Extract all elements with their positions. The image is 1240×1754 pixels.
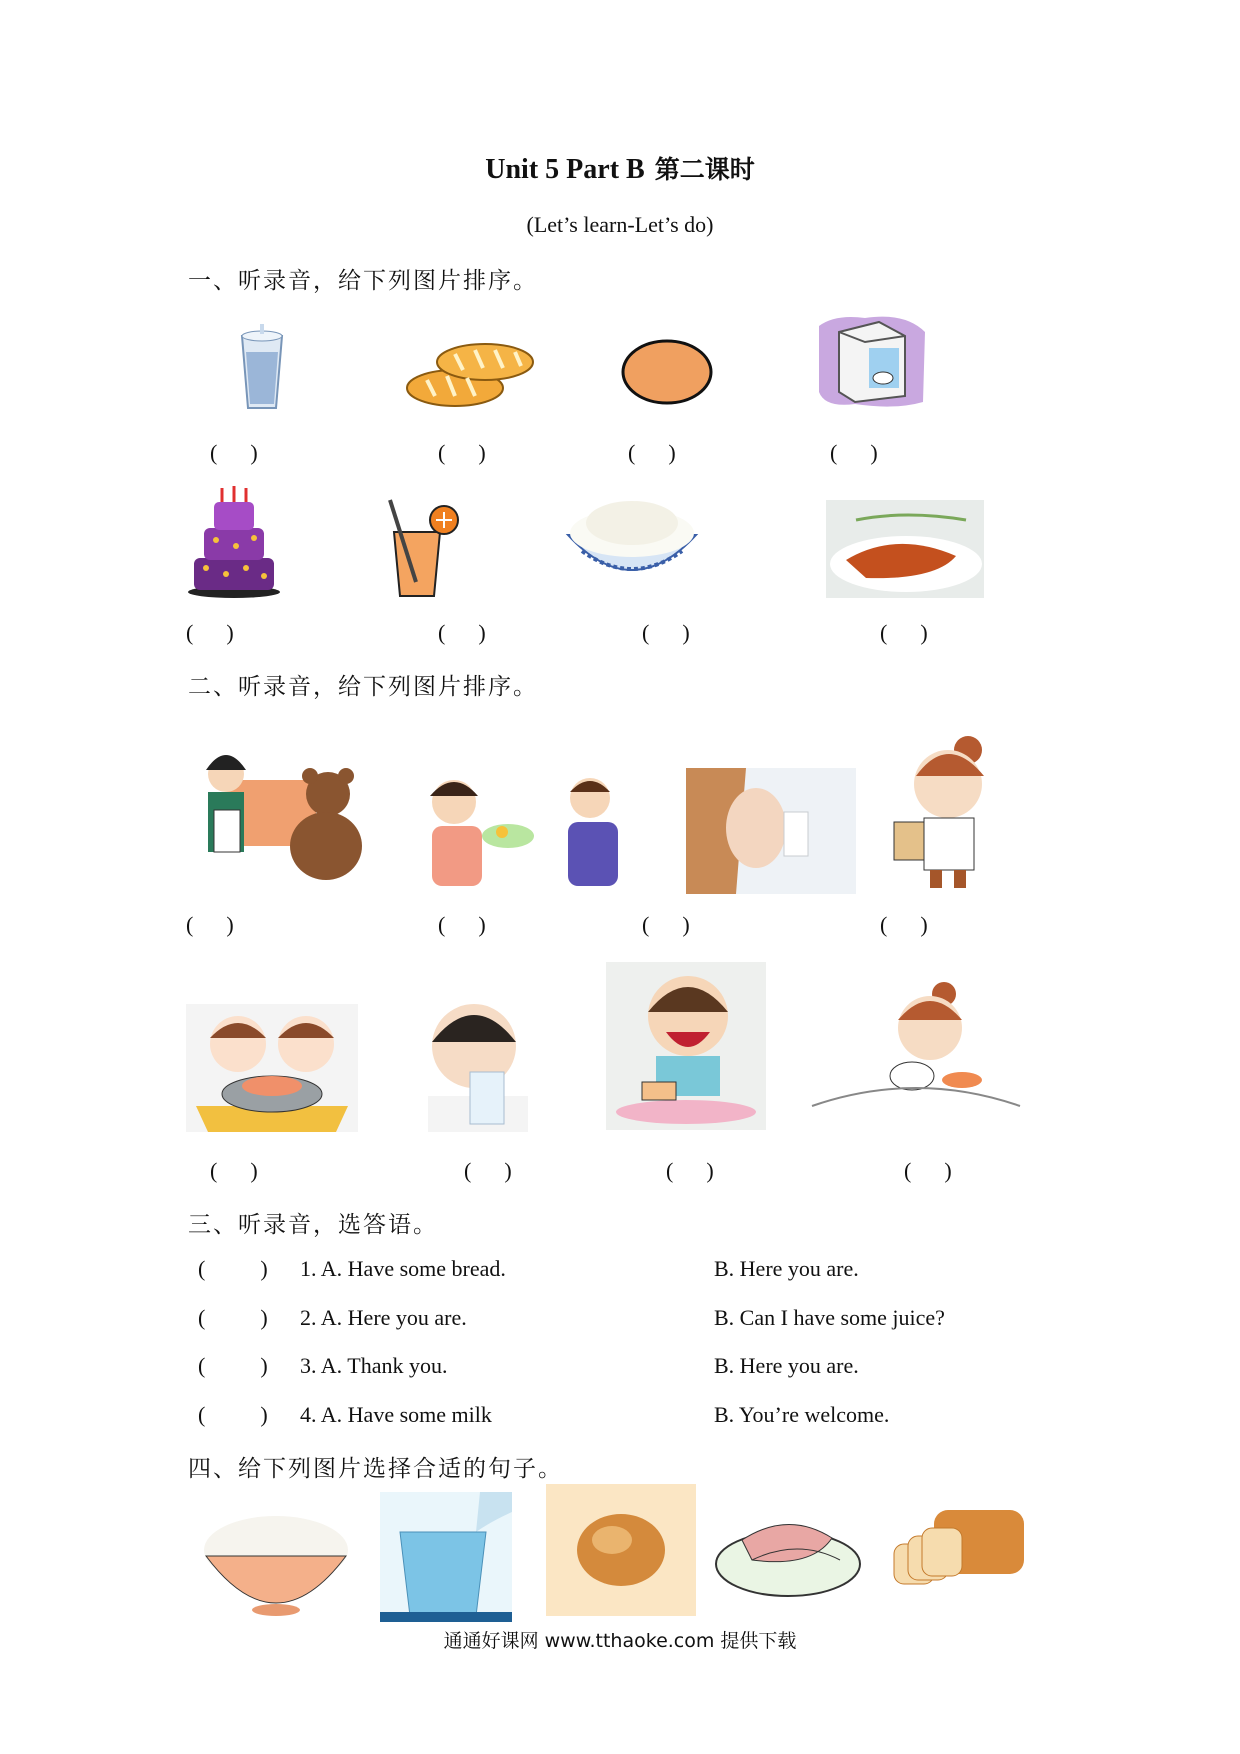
question-3 — [198, 1353, 1098, 1383]
section1-heading: 一、听录音，给下列图片排序。 — [188, 268, 538, 294]
blank-2-2[interactable]: ( ) — [438, 912, 486, 937]
question-3-b: B. Here you are. — [714, 1353, 859, 1378]
blank-1-3[interactable]: ( ) — [628, 440, 676, 465]
blank-2-3[interactable]: ( ) — [642, 912, 690, 937]
answer-blank-2[interactable]: ( ) — [198, 1305, 268, 1330]
cake-icon — [186, 482, 282, 600]
fish-plate-icon — [712, 1490, 864, 1600]
rice-bowl-icon — [562, 495, 702, 589]
blank-1-6[interactable]: ( ) — [438, 620, 486, 645]
answer-blank-4[interactable]: ( ) — [198, 1402, 268, 1427]
question-4-b: B. You’re welcome. — [714, 1402, 890, 1427]
question-3-a: 3. A. Thank you. — [300, 1353, 448, 1378]
fish-dish-icon — [826, 500, 984, 598]
waitress-bear-scene — [186, 740, 368, 888]
blank-2-5[interactable]: ( ) — [210, 1158, 258, 1183]
title-cn: 第二课时 — [654, 155, 755, 184]
egg-icon — [620, 338, 714, 406]
section2-heading: 二、听录音，给下列图片排序。 — [188, 674, 538, 700]
egg-photo-icon — [546, 1484, 696, 1616]
question-2-b: B. Can I have some juice? — [714, 1305, 945, 1330]
blank-1-7[interactable]: ( ) — [642, 620, 690, 645]
girl-eating-rice — [802, 980, 1030, 1110]
question-2-a: 2. A. Here you are. — [300, 1305, 467, 1330]
question-1-a: 1. A. Have some bread. — [300, 1256, 506, 1281]
juice-icon — [370, 496, 460, 602]
girl-eating-cake — [606, 962, 766, 1130]
page-subtitle: (Let’s learn-Let’s do) — [526, 212, 714, 237]
question-1 — [198, 1256, 1098, 1286]
answer-blank-3[interactable]: ( ) — [198, 1353, 268, 1378]
blank-1-1[interactable]: ( ) — [210, 440, 258, 465]
water-pour-icon — [380, 1492, 512, 1622]
section4-heading: 四、给下列图片选择合适的句子。 — [188, 1456, 563, 1482]
blank-1-5[interactable]: ( ) — [186, 620, 234, 645]
milk-carton-icon — [815, 312, 929, 410]
question-1-b: B. Here you are. — [714, 1256, 859, 1281]
blank-1-8[interactable]: ( ) — [880, 620, 928, 645]
blank-1-2[interactable]: ( ) — [438, 440, 486, 465]
blank-2-6[interactable]: ( ) — [464, 1158, 512, 1183]
water-glass-icon — [238, 322, 286, 412]
blank-1-4[interactable]: ( ) — [830, 440, 878, 465]
sliced-bread-icon — [884, 1500, 1034, 1598]
question-4-a: 4. A. Have some milk — [300, 1402, 492, 1427]
blank-2-1[interactable]: ( ) — [186, 912, 234, 937]
girl-eating-bread — [888, 732, 1004, 890]
boy-drinking-water — [408, 992, 548, 1132]
blank-2-4[interactable]: ( ) — [880, 912, 928, 937]
section3-heading: 三、听录音，选答语。 — [188, 1212, 438, 1238]
girl-boy-egg-scene — [408, 768, 648, 892]
rice-bowl-icon — [196, 1500, 356, 1620]
question-2 — [198, 1305, 1098, 1335]
question-4 — [198, 1402, 1098, 1432]
page-title — [0, 150, 1240, 186]
kids-eating-fish — [186, 1004, 358, 1132]
title-text: Unit 5 Part B — [485, 154, 645, 185]
bread-icon — [405, 334, 535, 412]
answer-blank-1[interactable]: ( ) — [198, 1256, 268, 1281]
blank-2-7[interactable]: ( ) — [666, 1158, 714, 1183]
footer-text: 通通好课网 www.tthaoke.com 提供下载 — [443, 1630, 797, 1652]
woman-drinking-milk — [686, 768, 856, 894]
blank-2-8[interactable]: ( ) — [904, 1158, 952, 1183]
